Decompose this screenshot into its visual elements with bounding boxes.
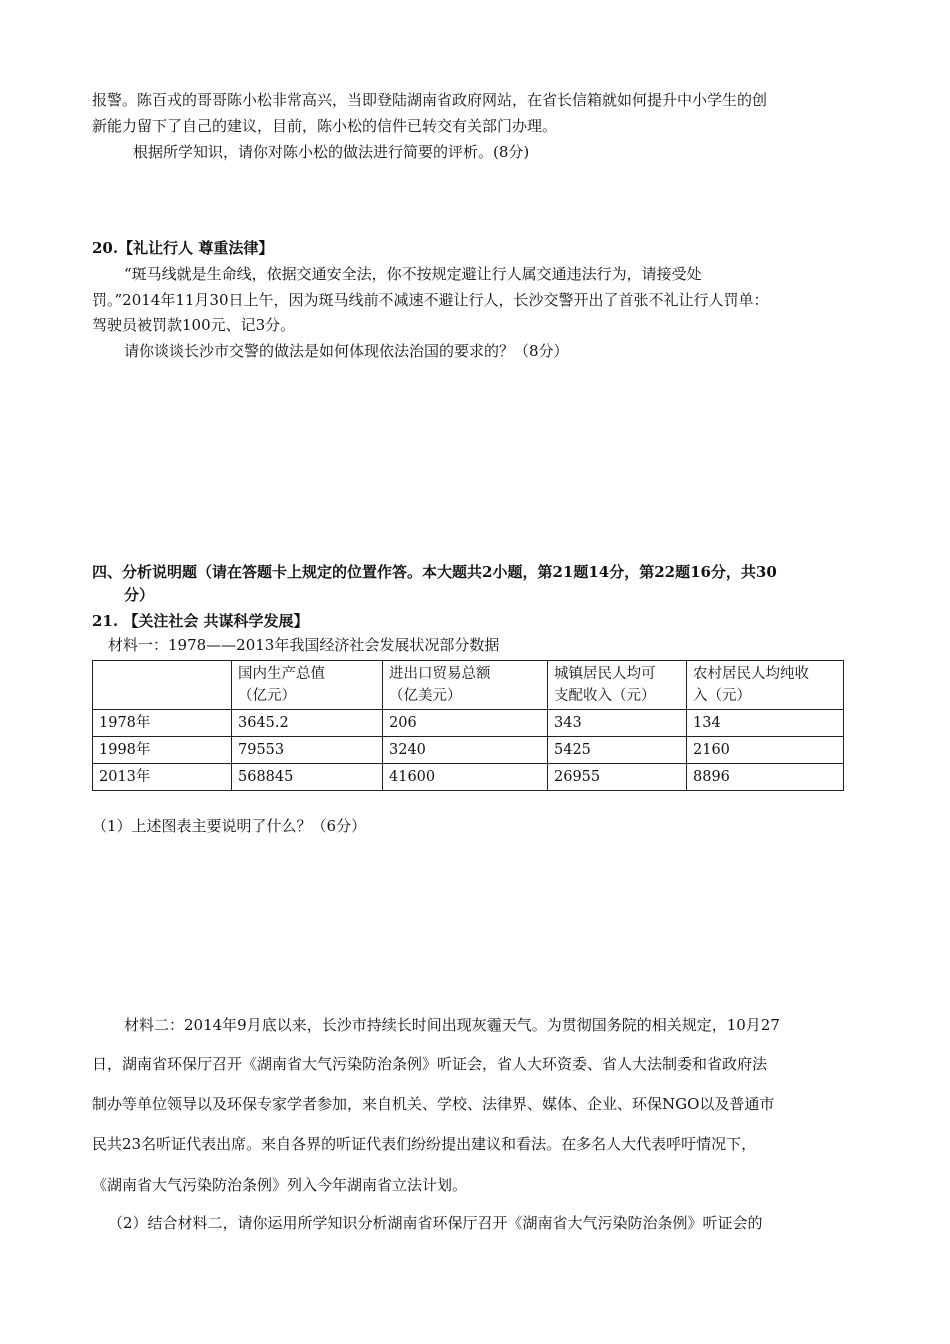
table-cell: 134 — [687, 710, 844, 737]
q19-text-line-1: 报警。陈百戎的哥哥陈小松非常高兴，当即登陆湖南省政府网站，在省长信箱就如何提升中小学生的创 — [92, 91, 768, 109]
table-cell: 26955 — [548, 764, 687, 791]
section4-heading: 四、分析说明题（请在答题卡上规定的位置作答。本大题共2小题，第21题14分，第22题16分，共30 — [92, 563, 777, 581]
q21-sub-question-1: （1）上述图表主要说明了什么？（6分） — [92, 817, 367, 835]
material2-line-4: 民共23名听证代表出席。来自各界的听证代表们纷纷提出建议和看法。在多名人大代表呼吁情况下， — [92, 1135, 757, 1153]
table-header-cell: 进出口贸易总额 （亿美元） — [383, 661, 548, 710]
q19-text-line-2: 新能力留下了自己的建议，目前，陈小松的信件已转交有关部门办理。 — [92, 117, 558, 135]
material2-line-2: 日，湖南省环保厅召开《湖南省大气污染防治条例》听证会，省人大环资委、省人大法制委和省政府法 — [92, 1055, 768, 1073]
table-header-cell: 农村居民人均纯收 入（元） — [687, 661, 844, 710]
table-cell: 8896 — [687, 764, 844, 791]
q20-text-line-1: “斑马线就是生命线，依据交通安全法，你不按规定避让行人属交通违法行为，请接受处 — [124, 265, 702, 283]
table-header-cell: 国内生产总值 （亿元） — [232, 661, 383, 710]
table-cell: 79553 — [232, 737, 383, 764]
table-cell: 2013年 — [93, 764, 232, 791]
table-header-cell: 城镇居民人均可 支配收入（元） — [548, 661, 687, 710]
q20-question: 请你谈谈长沙市交警的做法是如何体现依法治国的要求的？（8分） — [124, 342, 569, 360]
table-cell: 206 — [383, 710, 548, 737]
economic-data-table — [92, 660, 844, 791]
table-cell: 41600 — [383, 764, 548, 791]
section4-heading-line-2: 分） — [124, 586, 155, 604]
q21-sub-question-2: （2）结合材料二，请你运用所学知识分析湖南省环保厅召开《湖南省大气污染防治条例》听证会的 — [108, 1214, 763, 1232]
material2-line-3: 制办等单位领导以及环保专家学者参加，来自机关、学校、法律界、媒体、企业、环保NGO以及普通市 — [92, 1095, 775, 1113]
table-row — [93, 764, 844, 791]
q21-title: 21. 【关注社会 共谋科学发展】 — [92, 612, 309, 630]
table-cell: 568845 — [232, 764, 383, 791]
material1-caption: 材料一：1978——2013年我国经济社会发展状况部分数据 — [108, 636, 500, 654]
q20-text-line-2: 罚。”2014年11月30日上午，因为斑马线前不减速不避让行人，长沙交警开出了首张不礼让行人罚单： — [92, 291, 769, 309]
material2-line-1: 材料二：2014年9月底以来，长沙市持续长时间出现灰霾天气。为贯彻国务院的相关规定，10月27 — [124, 1016, 780, 1034]
table-cell: 2160 — [687, 737, 844, 764]
table-row — [93, 710, 844, 737]
q20-text-line-3: 驾驶员被罚款100元、记3分。 — [92, 316, 296, 334]
table-cell: 343 — [548, 710, 687, 737]
q20-title: 20.【礼让行人 尊重法律】 — [92, 239, 274, 257]
table-cell: 3240 — [383, 737, 548, 764]
table-row — [93, 737, 844, 764]
q19-question: 根据所学知识，请你对陈小松的做法进行简要的评析。(8分) — [133, 143, 530, 161]
table-header-cell — [93, 661, 232, 710]
table-cell: 5425 — [548, 737, 687, 764]
material2-line-5: 《湖南省大气污染防治条例》列入今年湖南省立法计划。 — [92, 1176, 468, 1194]
table-cell: 1998年 — [93, 737, 232, 764]
table-cell: 3645.2 — [232, 710, 383, 737]
table-header-row — [93, 661, 844, 710]
table-cell: 1978年 — [93, 710, 232, 737]
